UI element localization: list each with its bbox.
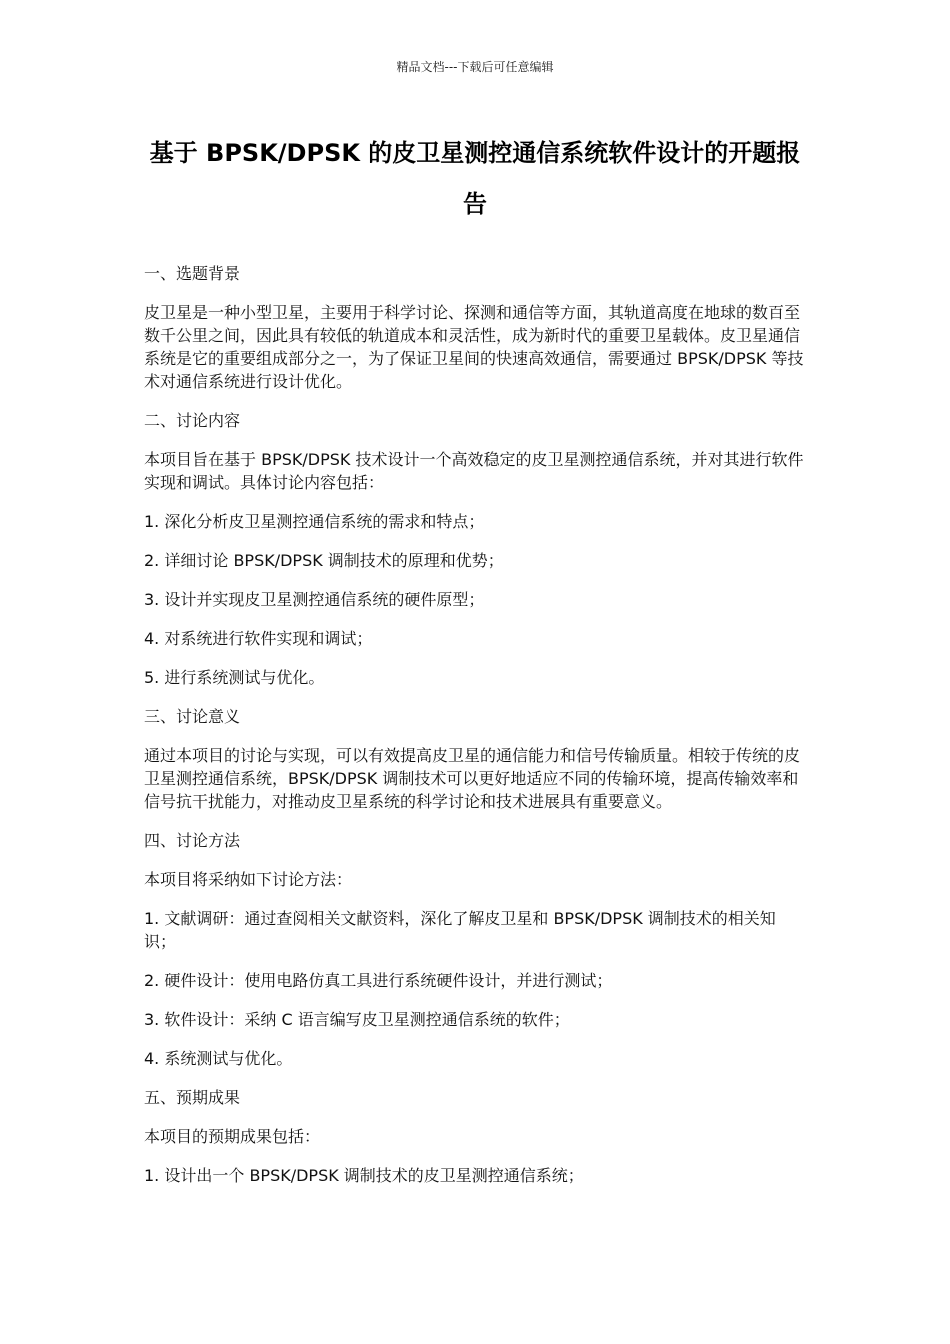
list-item: 5. 进行系统测试与优化。 (144, 668, 325, 687)
document-body (144, 262, 804, 1203)
paragraph: 本项目旨在基于 BPSK/DPSK 技术设计一个高效稳定的皮卫星测控通信系统，并对其进行软件实现和调试。具体讨论内容包括： (144, 450, 804, 492)
section-expected-results (144, 1086, 804, 1187)
section-methods (144, 829, 804, 1070)
list-item: 4. 系统测试与优化。 (144, 1049, 293, 1068)
section-significance (144, 705, 804, 813)
paragraph: 本项目将采纳如下讨论方法： (144, 870, 353, 889)
section-heading: 一、选题背景 (144, 264, 241, 283)
list-item: 1. 文献调研：通过查阅相关文献资料，深化了解皮卫星和 BPSK/DPSK 调制技术的相关知识； (144, 909, 776, 951)
list-item: 2. 硬件设计：使用电路仿真工具进行系统硬件设计，并进行测试； (144, 971, 613, 990)
section-heading: 三、讨论意义 (144, 707, 241, 726)
section-heading: 四、讨论方法 (144, 831, 241, 850)
section-background (144, 262, 804, 393)
section-research-content (144, 409, 804, 689)
page-header-note: 精品文档---下载后可任意编辑 (396, 60, 554, 74)
document-title: 基于 BPSK/DPSK 的皮卫星测控通信系统软件设计的开题报告 (149, 139, 801, 218)
list-item: 2. 详细讨论 BPSK/DPSK 调制技术的原理和优势； (144, 551, 504, 570)
list-item: 3. 软件设计：采纳 C 语言编写皮卫星测控通信系统的软件； (144, 1010, 570, 1029)
list-item: 1. 深化分析皮卫星测控通信系统的需求和特点； (144, 512, 485, 531)
list-item: 1. 设计出一个 BPSK/DPSK 调制技术的皮卫星测控通信系统； (144, 1166, 584, 1185)
section-heading: 五、预期成果 (144, 1088, 241, 1107)
paragraph: 通过本项目的讨论与实现，可以有效提高皮卫星的通信能力和信号传输质量。相较于传统的皮卫星测控通信系统，BPSK/DPSK 调制技术可以更好地适应不同的传输环境，提高传输效率和信号抗干扰能力，对推动皮卫星系统的科学讨论和技术进展具有重要意义。 (144, 746, 801, 811)
list-item: 3. 设计并实现皮卫星测控通信系统的硬件原型； (144, 590, 485, 609)
list-item: 4. 对系统进行软件实现和调试； (144, 629, 373, 648)
section-heading: 二、讨论内容 (144, 411, 241, 430)
paragraph: 本项目的预期成果包括： (144, 1127, 321, 1146)
paragraph: 皮卫星是一种小型卫星，主要用于科学讨论、探测和通信等方面，其轨道高度在地球的数百至数千公里之间，因此具有较低的轨道成本和灵活性，成为新时代的重要卫星载体。皮卫星通信系统是它的重要组成部分之一，为了保证卫星间的快速高效通信，需要通过 BPSK/DPSK 等技术对通信系统进行设计优化。 (144, 303, 804, 391)
